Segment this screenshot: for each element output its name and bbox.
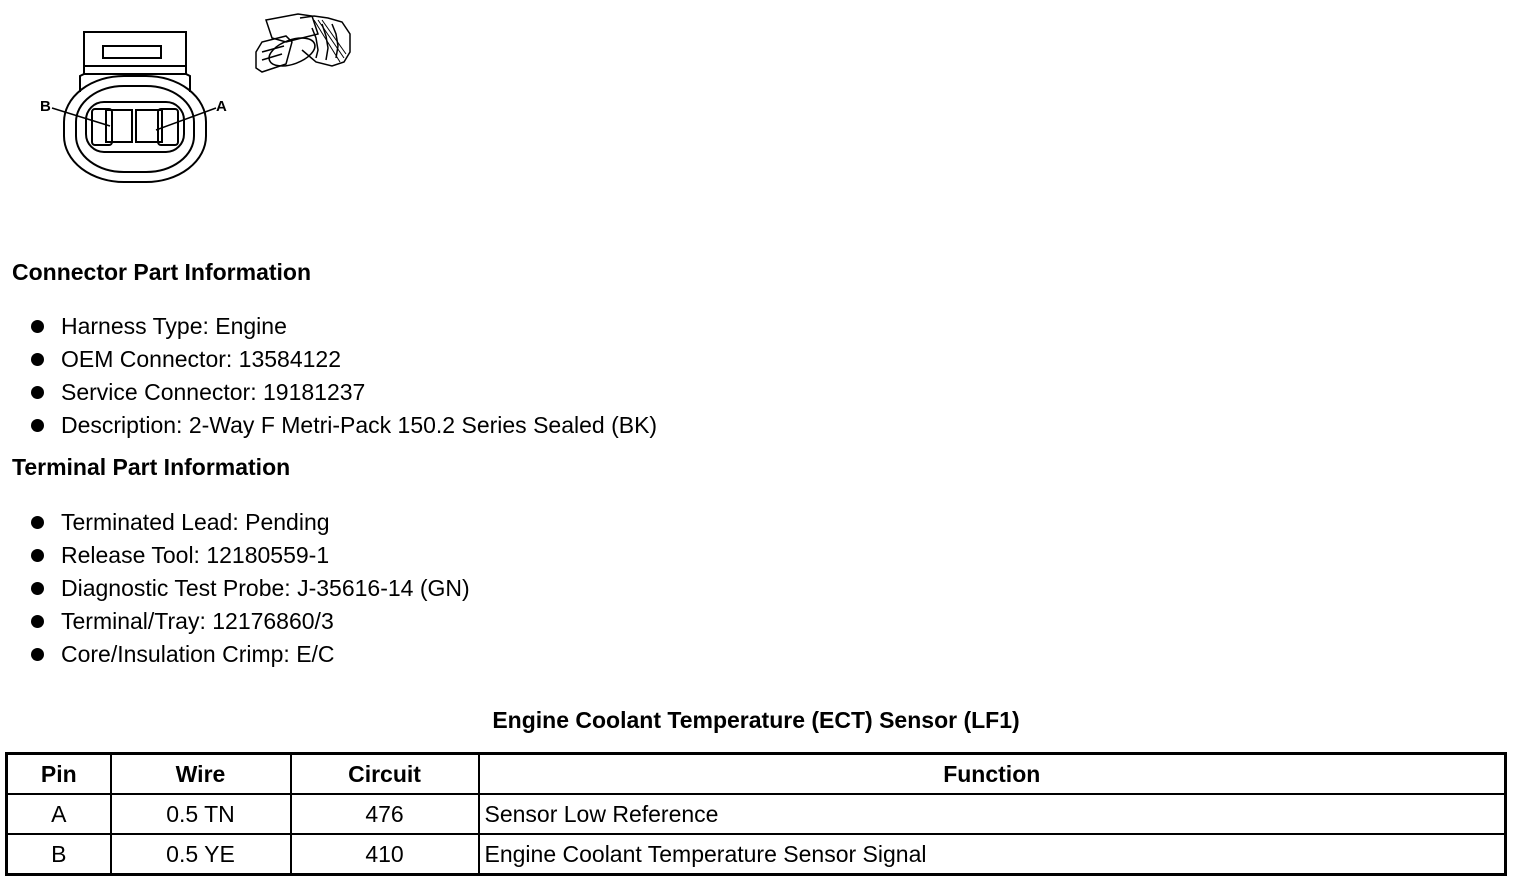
column-header-circuit: Circuit	[291, 754, 479, 795]
table-row	[7, 794, 1506, 834]
cell-pin: B	[7, 834, 111, 875]
bullet-icon	[31, 648, 44, 661]
connector-face-diagram	[30, 10, 230, 190]
list-item-text: Core/Insulation Crimp: E/C	[61, 641, 335, 667]
connector-part-info-list	[28, 310, 657, 442]
bullet-icon	[31, 386, 44, 399]
list-item-text: Release Tool: 12180559-1	[61, 542, 330, 568]
connector-illustration	[252, 12, 356, 76]
list-item	[28, 539, 470, 572]
list-item-text: Service Connector: 19181237	[61, 379, 366, 405]
list-item	[28, 409, 657, 442]
list-item	[28, 376, 657, 409]
list-item	[28, 605, 470, 638]
list-item-text: Harness Type: Engine	[61, 313, 287, 339]
cell-circuit: 410	[291, 834, 479, 875]
cell-wire: 0.5 TN	[111, 794, 291, 834]
list-item	[28, 343, 657, 376]
list-item-text: Description: 2-Way F Metri-Pack 150.2 Series Sealed (BK)	[61, 412, 658, 438]
column-header-function: Function	[479, 754, 1506, 795]
connector-part-info-heading: Connector Part Information	[12, 259, 312, 285]
list-item	[28, 638, 470, 671]
column-header-pin: Pin	[7, 754, 111, 795]
cell-function: Engine Coolant Temperature Sensor Signal	[479, 834, 1506, 875]
pin-table-title: Engine Coolant Temperature (ECT) Sensor (LF1)	[492, 707, 1020, 733]
list-item-text: OEM Connector: 13584122	[61, 346, 342, 372]
cell-pin: A	[7, 794, 111, 834]
bullet-icon	[31, 582, 44, 595]
bullet-icon	[31, 419, 44, 432]
cell-wire: 0.5 YE	[111, 834, 291, 875]
list-item	[28, 310, 657, 343]
list-item-text: Terminal/Tray: 12176860/3	[61, 608, 334, 634]
terminal-part-info-heading: Terminal Part Information	[12, 454, 291, 480]
cell-function: Sensor Low Reference	[479, 794, 1506, 834]
bullet-icon	[31, 615, 44, 628]
list-item	[28, 572, 470, 605]
pin-table	[5, 752, 1507, 876]
list-item-text: Diagnostic Test Probe: J-35616-14 (GN)	[61, 575, 470, 601]
bullet-icon	[31, 353, 44, 366]
bullet-icon	[31, 320, 44, 333]
pin-label-a: A	[216, 98, 227, 115]
list-item	[28, 506, 470, 539]
table-row	[7, 834, 1506, 875]
bullet-icon	[31, 549, 44, 562]
table-header-row	[7, 754, 1506, 795]
terminal-part-info-list	[28, 506, 470, 671]
list-item-text: Terminated Lead: Pending	[61, 509, 330, 535]
bullet-icon	[31, 516, 44, 529]
cell-circuit: 476	[291, 794, 479, 834]
pin-label-b: B	[40, 98, 51, 115]
column-header-wire: Wire	[111, 754, 291, 795]
